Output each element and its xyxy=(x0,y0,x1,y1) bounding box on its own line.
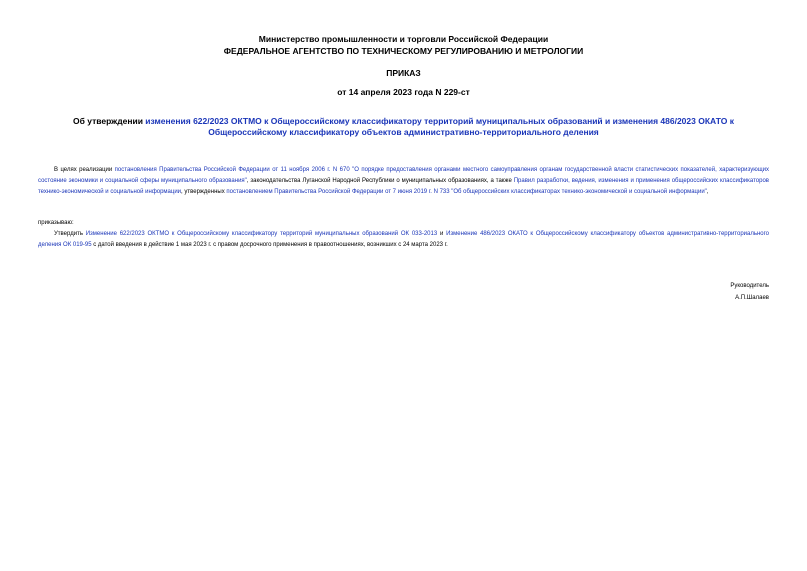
signature-title: Руководитель xyxy=(730,283,769,289)
signature-name: А.П.Шалаев xyxy=(735,295,769,301)
ministry-name: Министерство промышленности и торговли Российской Федерации xyxy=(258,34,549,44)
link-classifier-rules[interactable]: Правил разработки, ведения, изменения и применения общероссийских классификаторов технико-экономической и социальной информации xyxy=(38,178,769,195)
link-okato-change[interactable]: Изменение 486/2023 ОКАТО к Общероссийскому классификатору объектов административно-территориального деления ОК 019-95 xyxy=(38,231,770,248)
agency-name: ФЕДЕРАЛЬНОЕ АГЕНТСТВО ПО ТЕХНИЧЕСКОМУ РЕГУЛИРОВАНИЮ И МЕТРОЛОГИИ xyxy=(223,46,584,56)
document-type: ПРИКАЗ xyxy=(386,68,421,78)
subject-link[interactable]: изменения 622/2023 ОКТМО к Общероссийскому классификатору территорий муниципальных образований и изменения 486/2023 ОКАТО к Общероссийскому классификатору объектов административно-территориального деления xyxy=(145,116,734,137)
preamble-text-4: , xyxy=(706,189,709,195)
link-resolution-670[interactable]: постановления Правительства Российской Федерации от 11 ноября 2006 г. N 670 "О порядке предоставления органами местного самоуправления органам государственной власти статистических показателей, характеризующих состояние экономики и социальной сферы муниципального образования" xyxy=(38,167,770,184)
document-date: от 14 апреля 2023 года N 229-ст xyxy=(337,87,470,97)
preamble-text-2: , законодательства Луганской Народной Республики о муниципальных образованиях, а также xyxy=(246,178,514,184)
link-oktmo-change[interactable]: Изменение 622/2023 ОКТМО к Общероссийскому классификатору территорий муниципальных образований ОК 033-2013 xyxy=(85,231,438,237)
preamble-text-1: В целях реализации xyxy=(54,167,115,173)
approval-text-2: и xyxy=(437,231,447,237)
link-resolution-733[interactable]: постановлением Правительства Российской Федерации от 7 июня 2019 г. N 733 "Об общероссийских классификаторах технико-экономической и социальной информации" xyxy=(226,189,707,195)
paragraph-order: приказываю: xyxy=(38,220,74,226)
paragraph-preamble xyxy=(38,165,769,198)
document-subject xyxy=(50,116,757,138)
subject-prefix: Об утверждении xyxy=(73,116,146,126)
approval-text-3: с датой введения в действие 1 мая 2023 г. с правом досрочного применения в правоотношениях, возникших с 24 марта 2023 г. xyxy=(91,242,448,248)
paragraph-approval xyxy=(38,229,769,251)
preamble-text-3: , утвержденных xyxy=(181,189,227,195)
approval-text-1: Утвердить xyxy=(54,231,86,237)
